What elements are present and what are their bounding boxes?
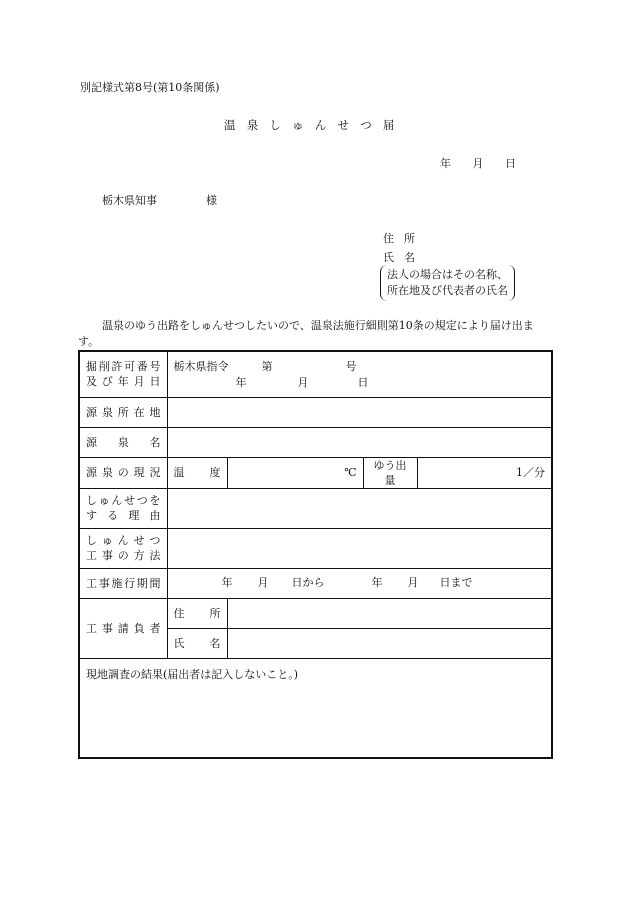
status-label: 源泉の現況: [79, 457, 167, 488]
period-to-month: 月: [407, 576, 419, 589]
applicant-name-label: 氏名: [383, 251, 425, 264]
reason-label-line2: する理由: [86, 509, 161, 522]
form-id: 別記様式第8号(第10条関係): [80, 81, 220, 94]
spring-name-label: 源泉名: [79, 427, 167, 457]
period-value[interactable]: [167, 568, 552, 598]
period-from-day: 日から: [291, 576, 325, 589]
permit-value-cell[interactable]: [167, 351, 552, 397]
location-row: [79, 397, 552, 427]
period-row: [79, 568, 552, 598]
permit-designation: 栃木県指令: [173, 360, 229, 374]
applicant-address-label: 住所: [383, 232, 425, 245]
method-label-cell: [79, 528, 167, 568]
permit-label-line2: 及び年月日: [86, 375, 161, 389]
permit-go: 号: [345, 360, 357, 374]
notification-form-table: [78, 350, 553, 759]
permit-dai: 第: [261, 360, 273, 374]
page-title: 温泉しゅんせつ届: [224, 118, 406, 132]
spring-name-row: [79, 427, 552, 457]
addressee-name: 栃木県知事: [102, 194, 157, 207]
method-label-line2: 工事の方法: [86, 549, 161, 562]
location-label: 源泉所在地: [79, 397, 167, 427]
method-value[interactable]: [167, 528, 552, 568]
reason-row: [79, 488, 552, 528]
period-from-year: 年: [221, 576, 233, 589]
permit-row: [79, 351, 552, 397]
addressee-suffix: 様: [206, 194, 217, 207]
permit-label-line1: 掘削許可番号: [86, 360, 161, 374]
contractor-address-value[interactable]: [227, 598, 552, 628]
period-to-year: 年: [371, 576, 383, 589]
permit-label-cell: [79, 351, 167, 397]
reason-value[interactable]: [167, 488, 552, 528]
period-label: 工事施行期間: [79, 568, 167, 598]
survey-label: 現地調査の結果(届出者は記入しないこと。): [86, 667, 299, 681]
method-label-line1: しゅんせつ: [86, 534, 161, 547]
corporate-note: [380, 265, 515, 301]
date-year-label: 年: [440, 157, 451, 170]
contractor-name-value[interactable]: [227, 628, 552, 658]
permit-day: 日: [357, 376, 369, 390]
survey-row: [79, 658, 552, 758]
period-from-month: 月: [257, 576, 269, 589]
period-to-day: 日まで: [439, 576, 473, 589]
statement-text: 温泉のゆう出路をしゅんせつしたいので、温泉法施行細則第10条の規定により届け出ます。: [78, 319, 534, 348]
contractor-name-label: 氏名: [167, 628, 227, 658]
location-value[interactable]: [167, 397, 552, 427]
contractor-address-row: [79, 598, 552, 628]
method-row: [79, 528, 552, 568]
corporate-note-line1: 法人の場合はその名称、: [387, 268, 508, 281]
date-day-label: 日: [505, 157, 516, 170]
yield-unit[interactable]: 1／分: [417, 457, 552, 488]
temperature-unit[interactable]: ℃: [227, 457, 363, 488]
date-line: [440, 158, 516, 169]
status-row: [79, 457, 552, 488]
permit-year: 年: [235, 376, 247, 390]
contractor-address-label: 住所: [167, 598, 227, 628]
addressee: [102, 194, 217, 207]
date-month-label: 月: [472, 157, 484, 170]
permit-month: 月: [297, 376, 309, 390]
reason-label-line1: しゅんせつを: [86, 494, 161, 507]
reason-label-cell: [79, 488, 167, 528]
contractor-label: 工事請負者: [79, 598, 167, 658]
temperature-label: 温度: [167, 457, 227, 488]
yield-label: ゆう出量: [363, 457, 417, 488]
spring-name-value[interactable]: [167, 427, 552, 457]
corporate-note-line2: 所在地及び代表者の氏名: [387, 284, 508, 297]
survey-cell: [79, 658, 552, 758]
